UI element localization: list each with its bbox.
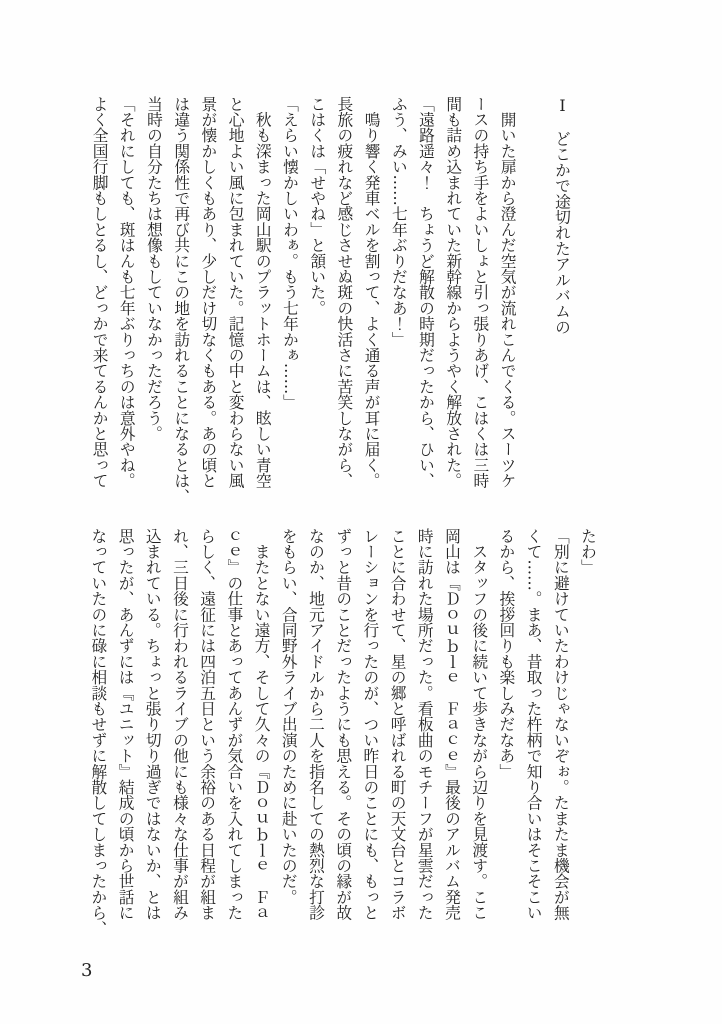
text-line: たわ」 (579, 528, 598, 576)
text-line: 当時の自分たちは想像もしていなかっただろう。 (144, 96, 164, 442)
text-line: よく全国行脚もしとるし、どっかで来てるんかと思って (90, 96, 110, 489)
text-line: ースの持ち手をよいしょと引っ張りあげ、こはくは三時 (471, 96, 491, 489)
text-line: ことに合わせて、星の郷と呼ばれる町の天文台とコラボ (388, 528, 408, 921)
text-line: 込まれている。ちょっと張り切り過ぎではないか、とは (143, 528, 163, 921)
text-line: くて……。まあ、昔取った杵柄で知り合いはそこそこい (524, 528, 544, 921)
page-number: 3 (81, 960, 93, 981)
bottom-text-band (83, 528, 602, 937)
text-line: 岡山は『Ｄｏｕｂｌｅ Ｆａｃｅ』最後のアルバム発売 (442, 528, 462, 921)
text-line: 「それにしても、斑はんも七年ぶりっちのは意外やね。 (117, 96, 137, 489)
text-line: ふう、みい……七年ぶりだなあ！」 (389, 96, 409, 348)
text-line: 景が懐かしくもあり、少しだけ切なくもある。あの頃と (199, 96, 219, 489)
text-line: 間も詰め込まれていた新幹線からようやく解放された。 (444, 96, 464, 489)
top-text-band (85, 96, 576, 505)
text-line: 開いた扉から澄んだ空気が流れこんでくる。スーツケ (498, 96, 518, 489)
chapter-heading: Ⅰ どこかで途切れたアルバムの (553, 96, 572, 335)
text-line: れ、三日後に行われるライブの他にも様々な仕事が組み (170, 528, 190, 921)
text-line: なっていたのに碌に相談もせずに解散してしまったから、 (89, 528, 109, 937)
text-line: るから、挨拶回りも楽しみだなあ」 (497, 528, 517, 780)
text-line: 長旅の疲れなど感じさせぬ斑の快活さに苦笑しながら、 (335, 96, 355, 489)
text-line: と心地よい風に包まれていた。記憶の中と変わらない風 (226, 96, 246, 489)
heading-gap (522, 96, 549, 490)
text-line: 「別に避けていたわけじゃないぞぉ。たまたま機会が無 (551, 528, 571, 921)
text-line: ずっと昔のことだったようにも思える。その頃の縁が故 (334, 528, 354, 921)
text-line: 時に訪れた場所だった。看板曲のモチーフが星雲だった (415, 528, 435, 921)
text-line: 鳴り響く発車ベルを割って、よく通る声が耳に届く。 (362, 96, 382, 489)
text-line: 「遠路遥々！ ちょうど解散の時期だったから、ひい、 (417, 96, 436, 489)
text-line: ｃｅ』の仕事とあってあんずが気合いを入れてしまった (225, 528, 245, 921)
text-line: らしく、遠征には四泊五日という余裕のある日程が組ま (198, 528, 218, 921)
text-line: をもらい、合同野外ライブ出演のために赴いたのだ。 (279, 528, 299, 905)
text-line: 思ったが、あんずには『ユニット』結成の頃から世話に (116, 528, 136, 921)
text-line: は違う関係性で再び共にこの地を訪れることになるとは、 (172, 96, 192, 505)
text-line: スタッフの後に続いて歩きながら辺りを見渡す。ここ (470, 528, 490, 921)
text-line: レーションを行ったのが、つい昨日のことにも、もっと (361, 528, 381, 921)
text-line: こはくは「せやね」と頷いた。 (308, 96, 328, 316)
text-line: またとない遠方、そして久々の『Ｄｏｕｂｌｅ Ｆａ (252, 528, 272, 921)
text-line: 秋も深まった岡山駅のプラットホームは、眩しい青空 (253, 96, 273, 489)
text-line: なのか、地元アイドルから二人を指名しての熱烈な打診 (306, 528, 326, 921)
text-line: 「えらい懐かしいわぁ。もう七年かぁ……」 (280, 96, 300, 410)
